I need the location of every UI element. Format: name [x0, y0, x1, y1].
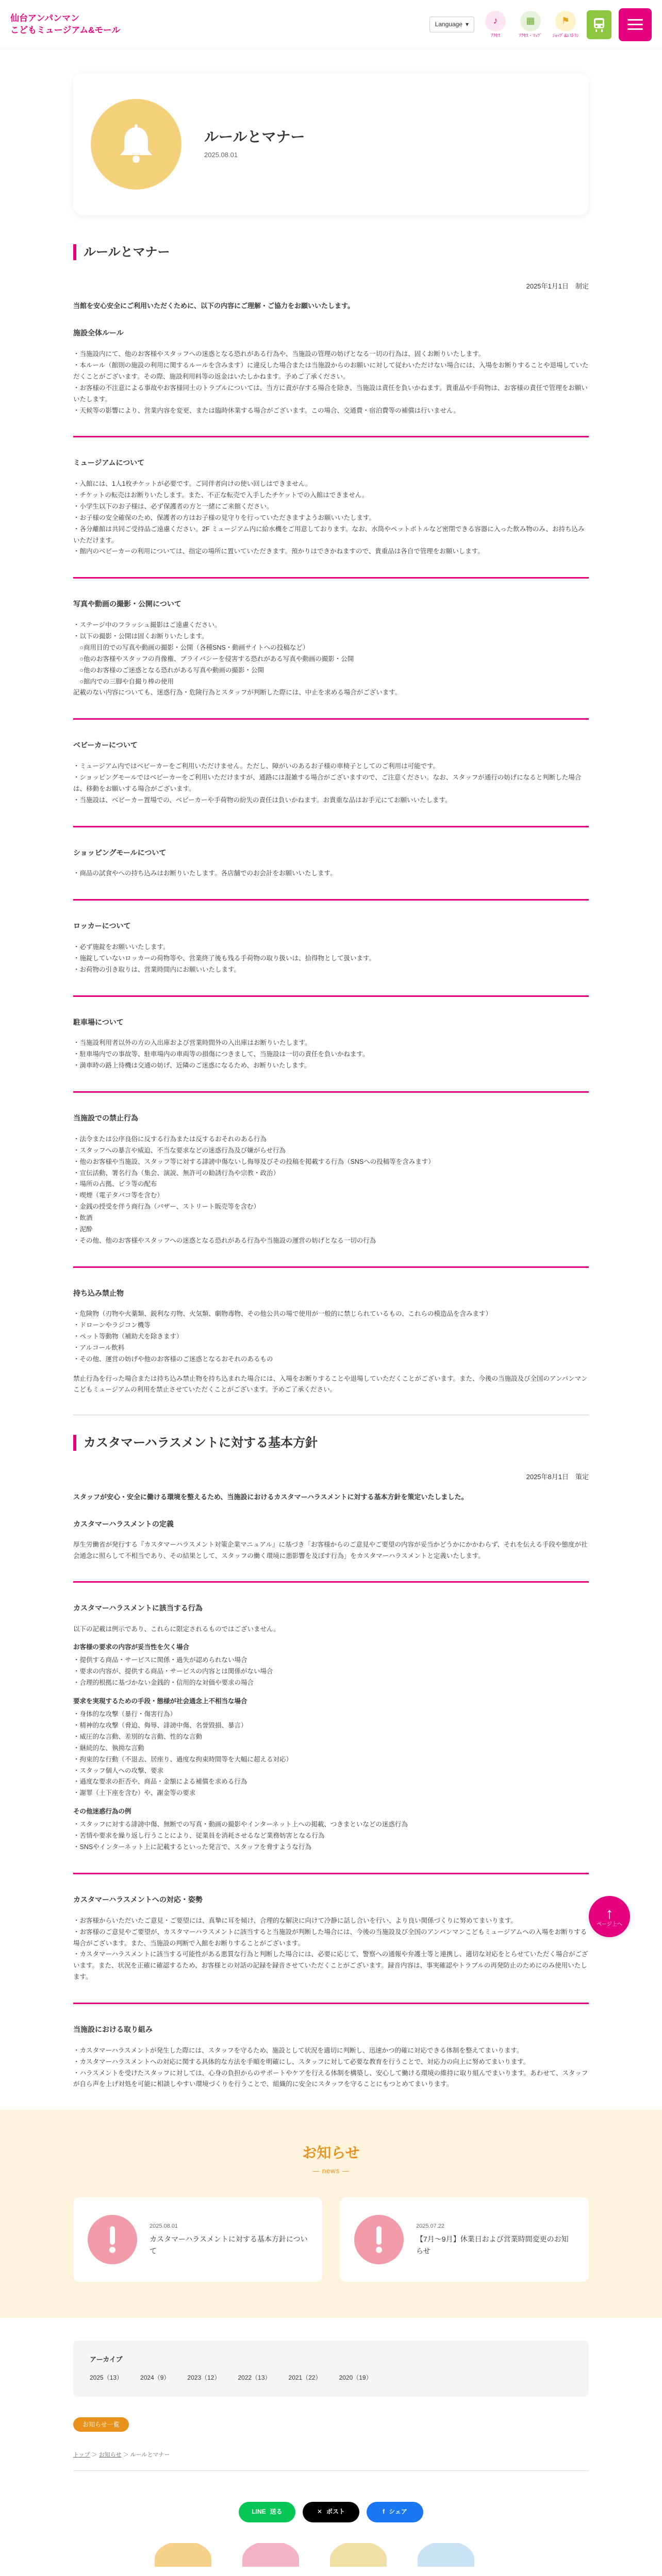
facebook-icon: f — [383, 2508, 385, 2516]
breadcrumb-link[interactable]: トップ — [73, 2451, 90, 2458]
acts-list — [73, 1819, 589, 1853]
acts-item: ・スタッフに対する誹謗中傷、無断での写真・動画の撮影やインターネット上への掲載、つきまといなどの迷惑行為 — [73, 1821, 408, 1828]
section-heading: カスタマーハラスメントに該当する行為 — [73, 1603, 203, 1612]
hamburger-menu-button[interactable] — [619, 8, 652, 41]
rule-list — [73, 942, 589, 976]
news-card[interactable] — [73, 2197, 322, 2282]
rule-item: ・当施設利用者以外の方の入出庫および営業時間外の入出庫はお断りいたします。 — [73, 1039, 311, 1047]
rule-item: ・天候等の影響により、営業内容を変更、または臨時休業する場合がございます。この場合、交通費・宿泊費等の補償は行いません。 — [73, 406, 460, 414]
acts-list — [73, 1709, 589, 1799]
acts-item: ・スタッフ個人への攻撃、要求 — [73, 1767, 164, 1774]
character-illustration — [155, 2543, 211, 2567]
article-body — [73, 244, 589, 2090]
rule-section — [73, 457, 589, 557]
rule-item: ・金銭の授受を伴う商行為（バザー、ストリート販売等を含む） — [73, 1203, 260, 1211]
rule-item: ・チケットの転売はお断りいたします。また、不正な転売で入手したチケットでの入館はできません。 — [73, 492, 369, 499]
rule-list — [73, 1038, 589, 1072]
divider — [73, 995, 589, 997]
rule-item: ・危険物（刃物や火薬類、鋭利な刃物、火気類、劇物毒物、その他公共の場で使用が一般的に禁じられているもの、これらの模造品を含みます） — [73, 1310, 492, 1318]
acts-item: ・威圧的な言動、差別的な言動、性的な言動 — [73, 1733, 203, 1740]
acts-subhead: 要求を実現するための手段・態様が社会通念上不相当な場合 — [73, 1697, 247, 1705]
rule-item: ・当施設内にて、他のお客様やスタッフへの迷惑となる恐れがある行為や、当施設の管理の妨げとなる一切の行為は、固くお断りいたします。 — [73, 350, 485, 358]
archive-list — [90, 2372, 572, 2383]
rules-title: ルールとマナー — [73, 244, 589, 260]
acts-item: ・精神的な攻撃（脅迫、侮辱、誹謗中傷、名誉毀損、暴言） — [73, 1722, 247, 1730]
header-actions — [429, 8, 652, 41]
acts-subhead: お客様の要求の内容が妥当性を欠く場合 — [73, 1643, 190, 1651]
harassment-efforts — [73, 2024, 589, 2090]
rule-item: ・他のお客様や当施設、スタッフ等に対する誹謗中傷ないし侮辱及びその投稿を掲載する行為（SNSへの投稿等を含みます） — [73, 1158, 435, 1165]
page-head-text — [204, 128, 305, 161]
share-facebook-button[interactable] — [367, 2502, 423, 2522]
back-to-list — [73, 2417, 589, 2432]
breadcrumb-link[interactable]: お知らせ — [98, 2451, 122, 2458]
acts-list — [73, 1655, 589, 1689]
efforts-item: ・カスタマーハラスメントへの対応に関する具体的な方法を手順を明確にし、スタッフに対して必要な教育を行うことで、対応力の向上に努めてまいります。 — [73, 2058, 530, 2065]
rule-list — [73, 479, 589, 557]
section-heading: ショッピングモールについて — [73, 848, 167, 857]
section-heading: 当施設での禁止行為 — [73, 1114, 138, 1123]
rule-item: ・必ず施錠をお願いいたします。 — [73, 943, 170, 951]
rule-item: ・場所の占拠、ビラ等の配布 — [73, 1180, 157, 1188]
rule-item: ・スタッフへの暴言や威迫、不当な要求などの迷惑行為及び嫌がらせ行為 — [73, 1146, 286, 1154]
rules-enacted-date: 2025年1月1日 制定 — [526, 282, 589, 291]
share-buttons — [0, 2502, 662, 2522]
acts-item: ・要求の内容が、提供する商品・サービスの内容とは関係がない場合 — [73, 1668, 273, 1675]
rules-lead: 当館を安心安全にご利用いただくために、以下の内容にご理解・ご協力をお願いいたします。 — [73, 302, 354, 310]
ticket-button[interactable] — [587, 10, 611, 39]
definition-text: 厚生労働省が発行する『カスタマーハラスメント対策企業マニュアル』に基づき「お客様からのご意見やご要望の内容が妥当かどうかにかかわらず、それを伝える手段や態度が社会通念に照らして不相当であり、その結果として、スタッフの働く環境に悪影響を及ぼす行為」をカスタマーハラスメントと定義いたします。 — [73, 1541, 588, 1560]
header-link-label: ｼｮｯﾌﾟ&ﾚｽﾄﾗﾝ — [552, 32, 579, 38]
character-illustration — [242, 2543, 299, 2567]
rule-item: ・ドローンやラジコン機等 — [73, 1321, 151, 1329]
menu-bar — [627, 28, 643, 30]
page-header-card — [73, 73, 589, 215]
news-subtitle: — news — — [312, 2166, 350, 2175]
efforts-item: ・カスタマーハラスメントが発生した際には、スタッフを守るため、施設として状況を適切に判断し、迅速かつ的確に対応できる体制を整えてまいります。 — [73, 2046, 523, 2054]
alert-icon — [88, 2215, 137, 2264]
rule-item: ・その他、他のお客様やスタッフへの迷惑となる恐れがある行為や当施設の運営の妨げとなる一切の行為 — [73, 1236, 376, 1244]
bell-icon — [91, 99, 181, 190]
rule-item: ・ステージ中のフラッシュ撮影はご遠慮ください。 — [73, 621, 221, 629]
news-card-text — [416, 2222, 574, 2258]
arrow-up-icon: ↑ — [605, 1905, 614, 1922]
rule-item: ・以下の撮影・公開は固くお断りいたします。 — [73, 633, 208, 640]
policy-list — [73, 1916, 589, 1983]
share-line-label: 送る — [270, 2508, 283, 2516]
share-line-button[interactable] — [239, 2502, 295, 2522]
rule-section — [73, 847, 589, 880]
rule-section — [73, 920, 589, 975]
page-title: ルールとマナー — [204, 128, 305, 145]
archive-heading: アーカイブ — [90, 2355, 123, 2364]
section-heading: ロッカーについて — [73, 922, 131, 930]
section-heading: 当施設における取り組み — [73, 2025, 153, 2034]
divider — [73, 577, 589, 579]
header-link-map[interactable] — [517, 11, 544, 39]
acts-intro: 以下の記載は例示であり、これらに限定されるものではございません。 — [73, 1625, 280, 1633]
acts-item: ・過度な要求の拒否や、商品・金額による補償を求める行為 — [73, 1778, 247, 1786]
rule-item: ・施錠していないロッカーの荷物等や、営業終了後も残る手荷物の取り扱いは、拾得物として扱います。 — [73, 954, 376, 962]
acts-item: ・提供する商品・サービスに関係・過失が認められない場合 — [73, 1656, 247, 1664]
harassment-definition — [73, 1518, 589, 1562]
character-illustration — [418, 2543, 474, 2567]
alert-icon — [354, 2215, 404, 2264]
harassment-acts — [73, 1602, 589, 1853]
harassment-lead: スタッフが安心・安全に働ける環境を整えるため、当施設におけるカスタマーハラスメントに対する基本方針を策定いたしました。 — [73, 1493, 468, 1501]
rule-item: ○他のお客様やスタッフの肖像権、プライバシーを侵害する恐れがある写真や動画の撮影・公開 — [73, 655, 354, 663]
acts-item: ・身体的な攻撃（暴行・傷害行為） — [73, 1710, 177, 1718]
rule-item: ・お荷物の引き取りは、営業時間内にお願いいたします。 — [73, 965, 241, 973]
rule-section — [73, 739, 589, 806]
rule-item: ・満車時の路上待機は交通の妨げ、近隣のご迷惑になるため、お断りいたします。 — [73, 1062, 311, 1070]
divider — [73, 899, 589, 901]
scroll-top-label: ページ上へ — [597, 1921, 622, 1927]
news-title: お知らせ — [302, 2145, 360, 2161]
rule-note: 禁止行為を行った場合または持ち込み禁止物を持ち込まれた場合には、入場をお断りすることや退場していただくことがございます。また、今後の当施設及び全国のアンパンマンこどもミュージアムの利用を禁止させていただくことがございます。予めご了承ください。 — [73, 1375, 588, 1394]
acts-item: ・継続的な、執拗な言動 — [73, 1744, 144, 1752]
rule-list — [73, 1134, 589, 1247]
rule-section — [73, 327, 589, 416]
share-x-button[interactable] — [303, 2502, 359, 2522]
archive-link[interactable]: 2025（13） — [90, 2374, 123, 2382]
rule-item: ○商用目的での写真や動画の撮影・公開（各種SNS・動画サイトへの投稿など） — [73, 643, 309, 651]
acts-subhead: その他迷惑行為の例 — [73, 1808, 131, 1816]
rule-item: ○他のお客様のご迷惑となる恐れがある写真や動画の撮影・公開 — [73, 666, 264, 674]
news-date: 2025.08.01 — [150, 2223, 178, 2229]
breadcrumb — [73, 2450, 589, 2471]
efforts-list — [73, 2045, 589, 2091]
rule-item: ・館内のベビーカーの利用については、指定の場所に置いていただきます。預かりはできかねますので、貴重品は各自で管理をお願いします。 — [73, 548, 484, 555]
acts-item: ・苦情や要求を繰り返し行うことにより、従業員を消耗させるなど業務妨害となる行為 — [73, 1832, 325, 1840]
character-illustration — [330, 2543, 387, 2567]
rule-section — [73, 1287, 589, 1396]
header-link-access[interactable] — [482, 11, 509, 39]
news-item-title: カスタマーハラスメントに対する基本方針について — [150, 2234, 308, 2256]
site-logo[interactable] — [10, 13, 120, 36]
rule-item: ・各分離館は共同ご受持品ご遠慮ください。2F ミュージアム内に給水機をご用意しております。なお、水筒やペットボトルなど密閉できる容器に入った飲み物のみ、お持ち込みいただけます。 — [73, 525, 585, 544]
x-icon: ✕ — [317, 2508, 323, 2516]
chevron-down-icon: ▾ — [465, 21, 469, 28]
rule-item: ・宣伝活動、署名行為（集会、演説、無許可の勧誘行為や宗教・政治） — [73, 1169, 280, 1177]
archive-link[interactable]: 2021（22） — [288, 2374, 322, 2382]
news-subtitle-text: news — [322, 2166, 340, 2175]
logo-line1: 仙台アンパンマン — [10, 13, 80, 24]
divider — [73, 1581, 589, 1583]
news-heading — [0, 2141, 662, 2177]
efforts-item: ・ハラスメントを受けたスタッフに対しては、心身の負担からのサポートやケアを行える体制を構築し、安心して働ける環境の維持に取り組んでまいります。あわせて、スタッフが自ら声を上げ対処を可能に相談しやすい環境づくりを行うことで、組織的に安全にスタッフを守ることにもつとめてまいります。 — [73, 2069, 588, 2088]
news-card-text — [150, 2222, 308, 2258]
rule-item: ○館内での三脚や自撮り棒の使用 — [73, 677, 174, 685]
header-link-label: ｱｸｾｽ・ﾏｯﾌﾟ — [519, 32, 542, 38]
language-label: Language — [435, 21, 462, 28]
section-heading: ベビーカーについて — [73, 741, 138, 750]
rule-item: ・泥酔 — [73, 1225, 93, 1233]
footer-character-strip — [0, 2543, 662, 2567]
divider — [73, 718, 589, 720]
harassment-enacted-date: 2025年8月1日 策定 — [526, 1473, 589, 1481]
rule-item: ・ミュージアム内ではベビーカーをご利用いただけません。ただし、障がいのあるお子様の車椅子としてのご利用は可能です。 — [73, 762, 440, 770]
rule-section — [73, 1112, 589, 1247]
archive-link[interactable]: 2024（9） — [140, 2374, 170, 2382]
divider — [73, 1266, 589, 1268]
menu-bar — [627, 19, 643, 21]
section-heading: 駐車場について — [73, 1018, 124, 1026]
divider — [73, 1873, 589, 1874]
section-heading: 持ち込み禁止物 — [73, 1289, 124, 1297]
archive-link[interactable]: 2022（13） — [238, 2374, 271, 2382]
archive-link[interactable]: 2023（12） — [187, 2374, 221, 2382]
rules-sections — [73, 327, 589, 1415]
section-heading: カスタマーハラスメントへの対応・姿勢 — [73, 1895, 203, 1904]
access-icon: ♪ — [485, 11, 506, 31]
rule-item: ・入館には、1人1枚チケットが必要です。ご同伴者向けの使い回しはできません。 — [73, 480, 312, 488]
site-header — [0, 0, 662, 49]
section-heading: 写真や動画の撮影・公開について — [73, 600, 181, 608]
page-date: 2025.08.01 — [204, 151, 238, 159]
rule-item: ・小学生以下のお子様は、必ず保護者の方と一緒にご来館ください。 — [73, 502, 273, 510]
rule-item: ・法令または公序良俗に反する行為または反するおそれのある行為 — [73, 1135, 267, 1143]
breadcrumb-sep: ＞ — [91, 2451, 99, 2458]
language-button[interactable] — [429, 16, 474, 32]
policy-item: ・お客様からいただいたご意見・ご要望には、真摯に耳を傾け、合理的な解決に向けて冷静に話し合いを行い、より良い関係づくりに努めてまいります。 — [73, 1917, 518, 1924]
rule-item: ・アルコール飲料 — [73, 1344, 125, 1352]
acts-groups — [73, 1642, 589, 1853]
divider — [73, 436, 589, 437]
breadcrumb-sep: ＞ — [123, 2451, 130, 2458]
rule-list — [73, 1309, 589, 1365]
section-heading: 施設全体ルール — [73, 329, 124, 337]
news-item-title: 【7月〜9月】休業日および営業時間変更のお知らせ — [416, 2234, 569, 2256]
rule-item: ・お客様の不注意による事故やお客様同士のトラブルについては、当方に責が存する場合を除き、当施設は責任を負いかねます。貴重品や手荷物は、お客様の責任で管理をお願いいたします。 — [73, 384, 588, 403]
logo-line2: こどもミュージアム&モール — [10, 25, 121, 35]
rule-section — [73, 598, 589, 699]
rule-item: ・駐車場内での事故等、駐車場内の車両等の損傷につきまして、当施設は一切の責任を負いかねます。 — [73, 1050, 369, 1058]
archive-box — [73, 2341, 589, 2396]
divider — [73, 1091, 589, 1093]
train-icon — [592, 17, 606, 32]
acts-item: ・拘束的な行動（不退去、居座り、過度な拘束時間等を大幅に超える対応） — [73, 1755, 293, 1763]
share-x-label: ポスト — [326, 2508, 345, 2516]
harassment-title: カスタマーハラスメントに対する基本方針 — [73, 1435, 589, 1451]
bag-icon: ⚑ — [555, 11, 576, 31]
rule-item: ・その他、運営の妨げや他のお客様のご迷惑となるおそれのあるもの — [73, 1355, 273, 1363]
calendar-icon: ▦ — [520, 11, 541, 31]
rule-list — [73, 761, 589, 806]
news-card[interactable] — [340, 2197, 589, 2282]
rule-item: ・お子様の安全確保のため、保護者の方はお子様の見守りを行っていただきますようお願いいたします。 — [73, 514, 376, 521]
divider — [73, 826, 589, 827]
section-heading: カスタマーハラスメントの定義 — [73, 1519, 174, 1528]
scroll-top-button[interactable] — [589, 1896, 630, 1937]
menu-bar — [627, 24, 643, 25]
rule-item: ・喫煙（電子タバコ等を含む） — [73, 1192, 163, 1199]
rule-item: ・ショッピングモールではベビーカーをご利用いただけますが、通路には混雑する場合がございますので、ご注意ください。なお、スタッフが通行の妨げになると判断した場合は、移動をお願いする場合がございます。 — [73, 773, 582, 792]
policy-item: ・カスタマーハラスメントに該当する可能性がある悪質な行為と判断した場合には、必要に応じて、警察への通報や弁護士等と連携し、適切な対応をとらせていただく場合がございます。また、状況を正確に確認するため、お客様との対話の記録を録音させていただくことがございます。録音内容は、事実確認やトラブルの再発防止のためにのみ使用いたします。 — [73, 1951, 588, 1981]
acts-item: ・謝罪（土下座を含む）や、謝金等の要求 — [73, 1789, 196, 1797]
news-list — [73, 2197, 589, 2282]
archive-link[interactable]: 2020（19） — [339, 2374, 372, 2382]
header-link-label: ｱｸｾｽ — [490, 32, 500, 38]
line-icon: LINE — [252, 2508, 266, 2516]
divider — [73, 2003, 589, 2004]
news-section — [0, 2110, 662, 2318]
rule-list — [73, 620, 589, 699]
section-heading: ミュージアムについて — [73, 459, 145, 467]
rule-item: ・ペット等動物（補助犬を除きます） — [73, 1333, 183, 1341]
policy-item: ・お客様のご意見やご要望が、カスタマーハラスメントに該当すると当施設が判断した場合には、今後の当施設及び全国のアンパンマンこどもミュージアムへの入場をお断りする場合がございます。また、当施設の判断で入館をお断りすることがございます。 — [73, 1928, 587, 1947]
rule-section — [73, 1016, 589, 1072]
rule-item: ・本ルール（館則の施設の利用に関するルールを含みます）に違反した場合または当施設からのお願いに対して従わいただけない場合には、入場をお断りすることや退場していただくことがございます。その際、施設利用料等の返金はいたしかねます。予めご了承ください。 — [73, 362, 589, 380]
rule-item: ・当施設は、ベビーカー置場での、ベビーカーや手荷物の紛失の責任は負いかねます。お貴重な品はお手元にてお願いいたします。 — [73, 796, 452, 804]
harassment-policy — [73, 1894, 589, 1983]
back-to-list-button[interactable]: お知らせ一覧 — [73, 2417, 129, 2432]
acts-item: ・合理的根拠に基づかない金銭的・信用的な対価や要求の場合 — [73, 1679, 254, 1687]
share-facebook-label: シェア — [389, 2508, 407, 2516]
acts-item: ・SNSやインターネット上に記載するといった発言で、スタッフを脅すような行為 — [73, 1843, 311, 1851]
news-date: 2025.07.22 — [416, 2223, 445, 2229]
rule-item: ・商品の試食やへの持ち込みはお断りいたします。各店舗でのお会計をお願いいたします。 — [73, 870, 337, 877]
rule-item: 記載のない内容についても、迷惑行為・危険行為とスタッフが判断した際には、中止を求める場合がございます。 — [73, 689, 402, 697]
rule-list — [73, 868, 589, 879]
breadcrumb-current: ルールとマナー — [130, 2451, 170, 2458]
rule-item: ・飲酒 — [73, 1214, 93, 1222]
header-link-shop[interactable] — [552, 11, 580, 39]
rule-list — [73, 349, 589, 416]
